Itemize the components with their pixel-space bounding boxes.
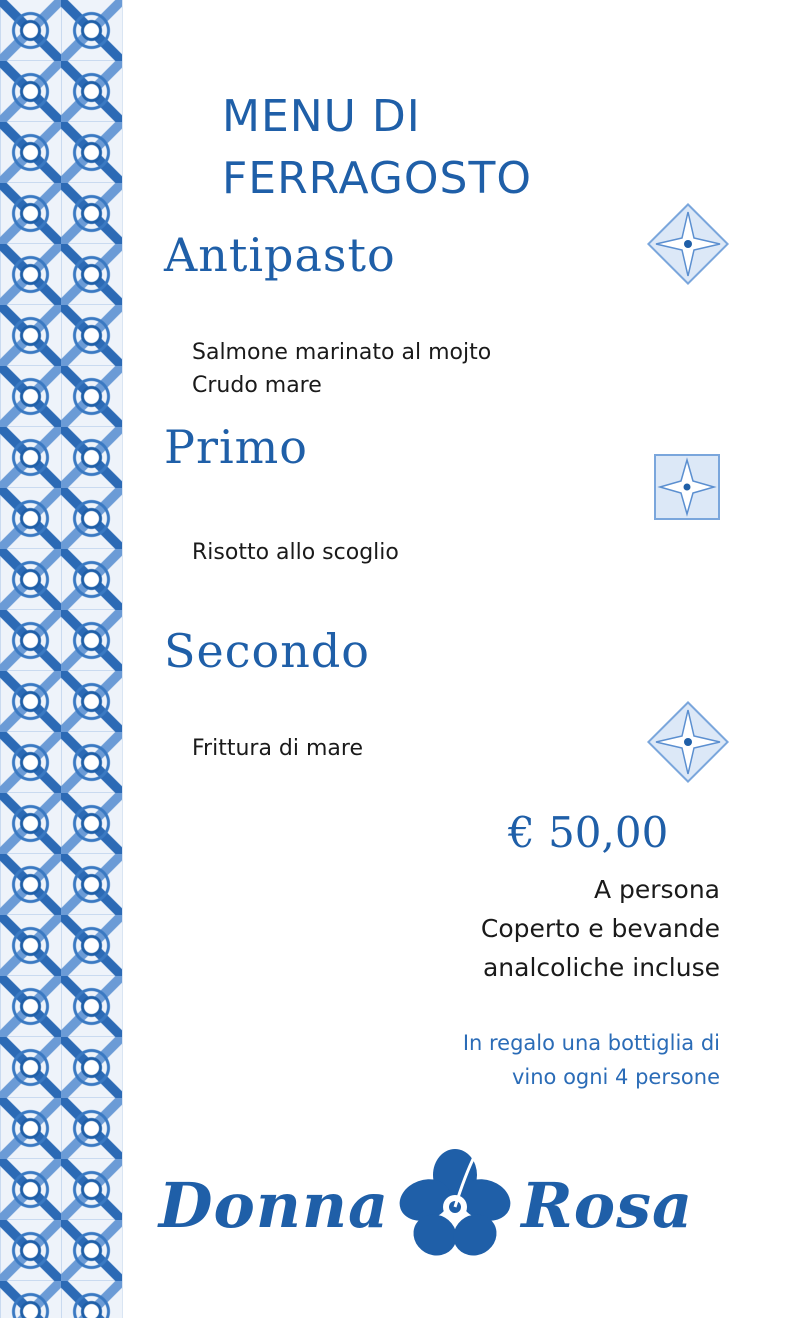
tile-star-icon [642,198,734,290]
tile-star-icon [642,696,734,788]
menu-item: Frittura di mare [192,736,364,761]
menu-item: Salmone marinato al mojto [192,340,492,365]
tile-star-icon [654,454,720,520]
price-note-line: analcoliche incluse [482,953,720,982]
gift-note [463,1026,720,1094]
hibiscus-flower-icon [395,1145,515,1265]
price-note-line: A persona [593,875,720,904]
menu-title-line2: FERRAGOSTO [222,153,532,204]
logo-word-donna: Donna [158,1168,390,1242]
gift-note-line: vino ogni 4 persone [511,1065,720,1089]
menu-item: Crudo mare [192,373,322,398]
menu-title-line1: MENU DI [222,91,421,142]
logo-word-rosa: Rosa [521,1168,694,1242]
majolica-tile-border [0,0,123,1318]
donna-rosa-logo [146,1140,706,1270]
gift-note-line: In regalo una bottiglia di [462,1031,720,1055]
section-items-antipasto [192,336,491,402]
price-note-line: Coperto e bevande [480,914,720,943]
menu-title [222,86,532,210]
price: € 50,00 [508,808,669,857]
section-heading-antipasto: Antipasto [164,228,396,282]
section-heading-primo: Primo [164,420,308,474]
price-notes [481,870,720,987]
section-items-secondo [192,732,363,765]
section-items-primo [192,536,399,569]
section-heading-secondo: Secondo [164,624,370,678]
menu-item: Risotto allo scoglio [192,540,399,565]
